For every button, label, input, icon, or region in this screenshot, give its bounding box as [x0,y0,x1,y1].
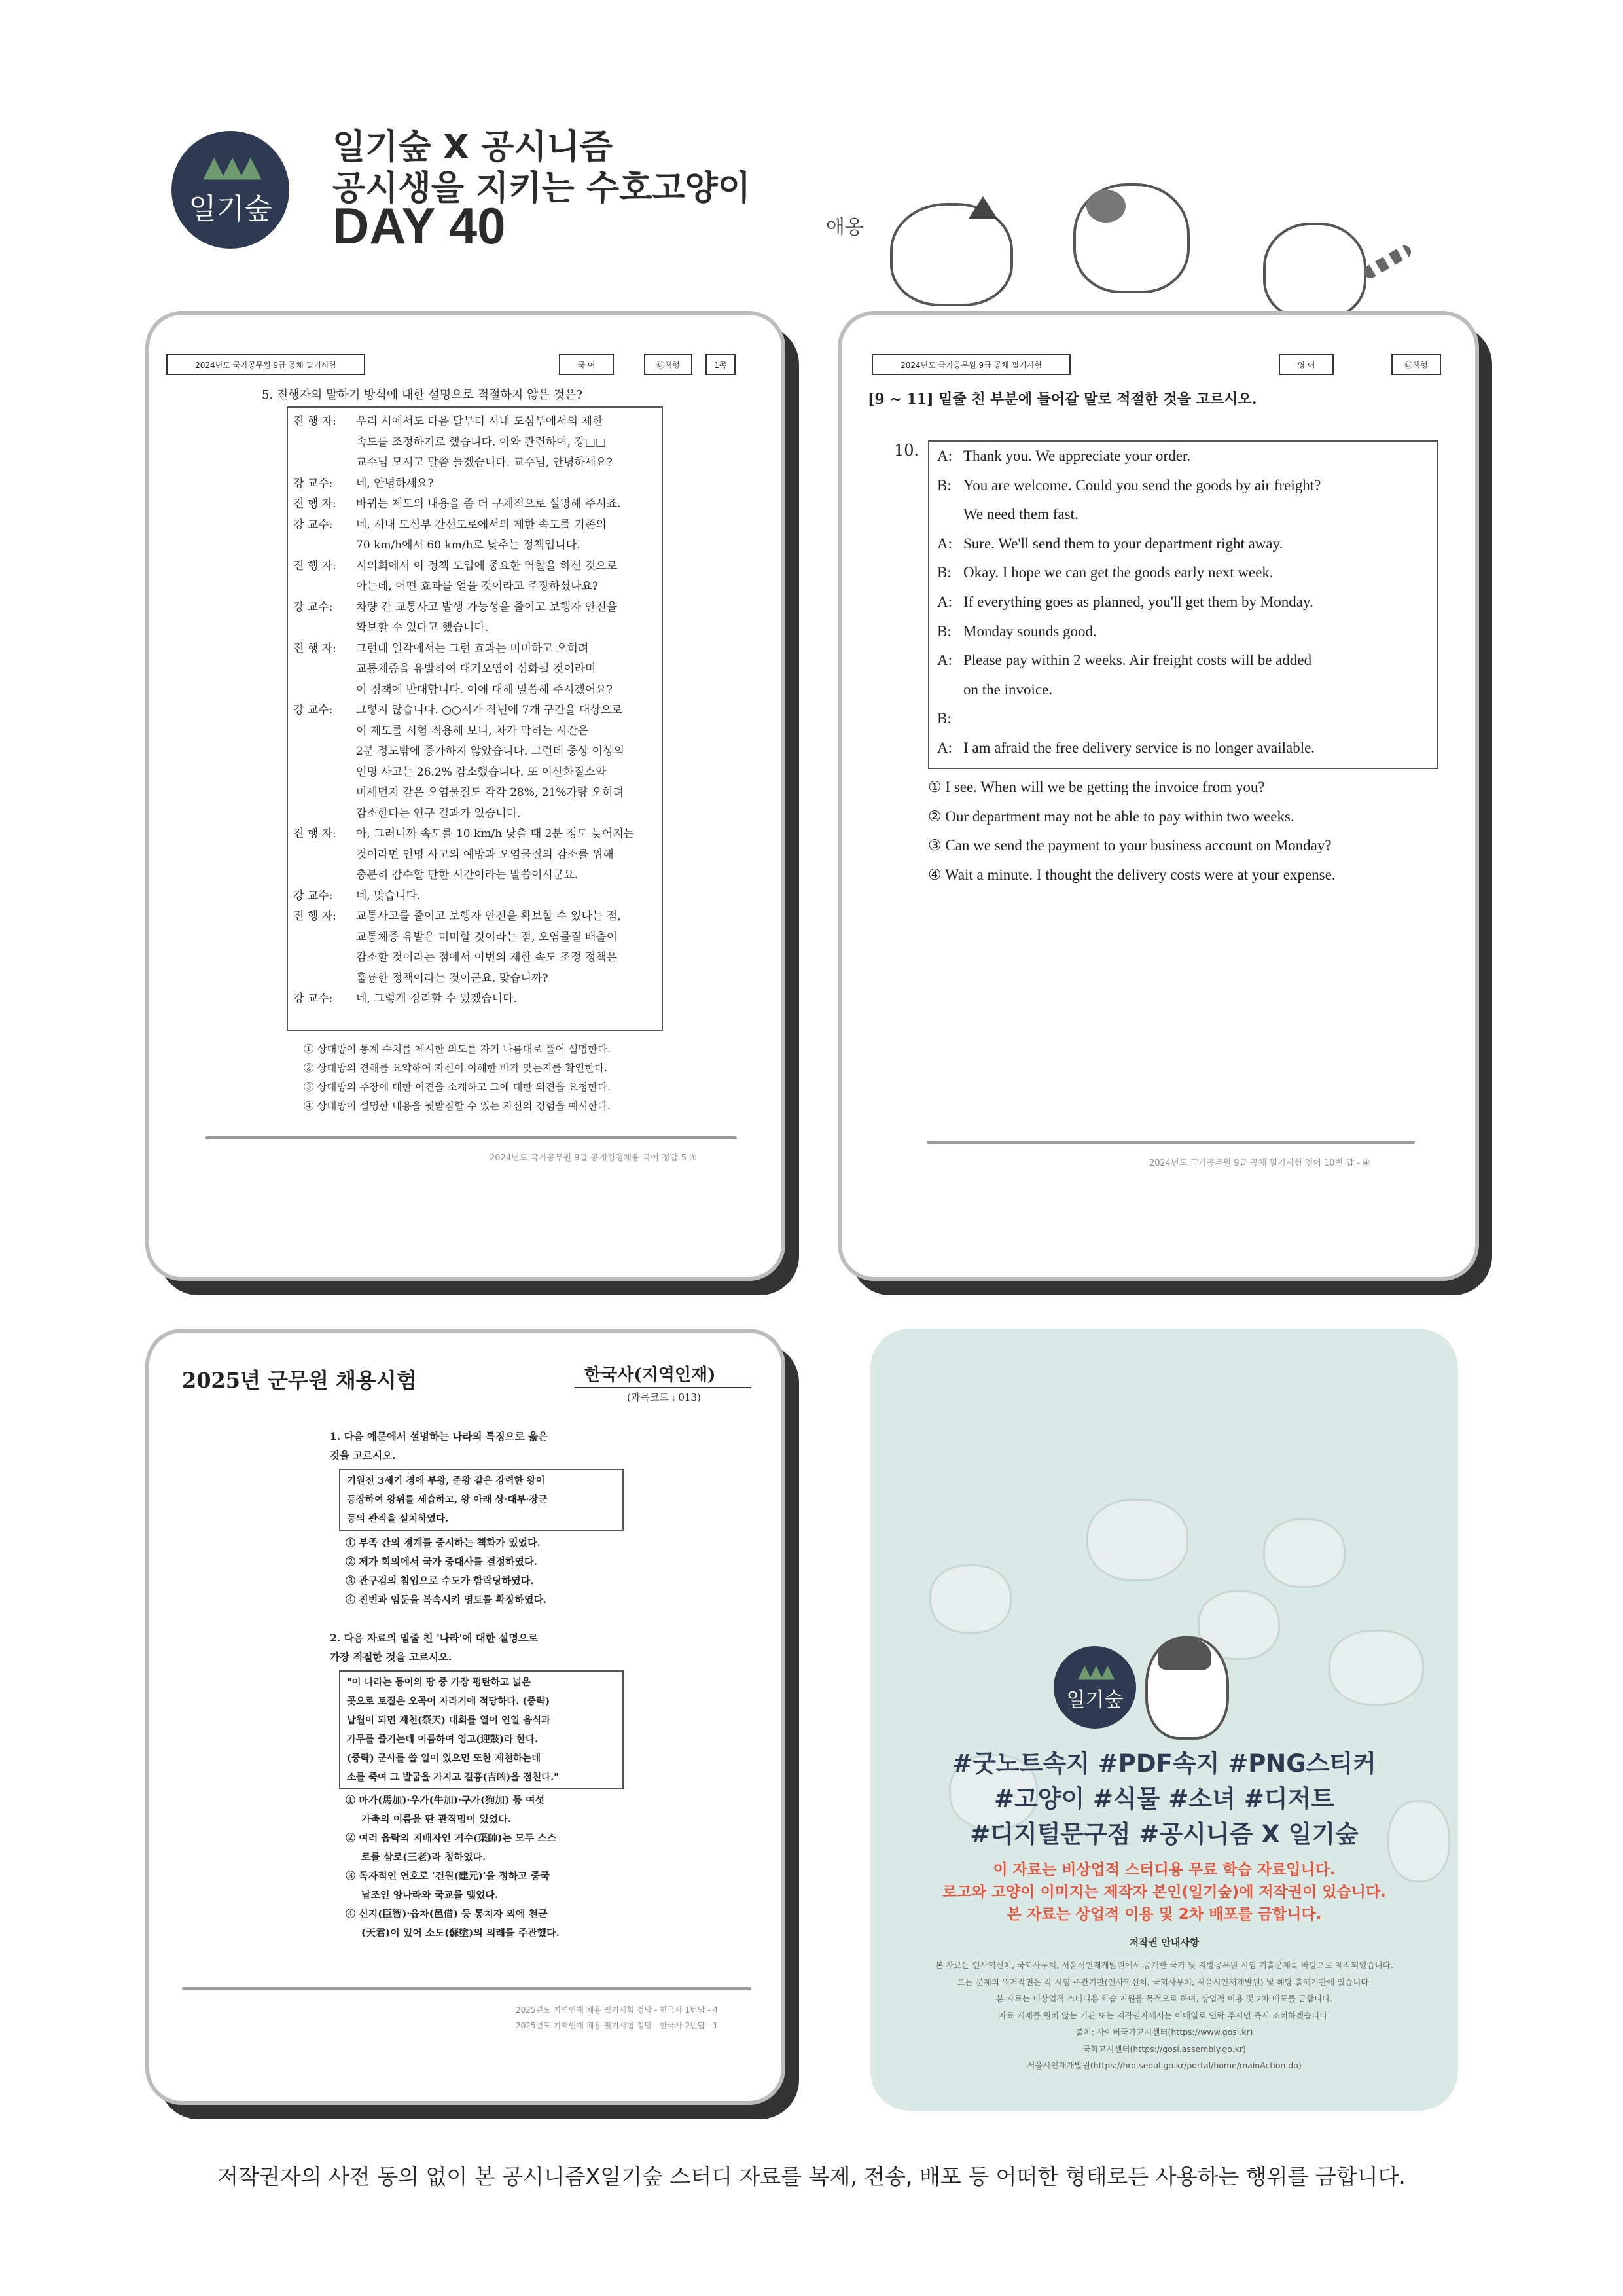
answer-option: ③ 상대방의 주장에 대한 이견을 소개하고 그에 대한 의견을 요청한다. [304,1081,611,1093]
box-line: 등장하여 왕위를 세습하고, 왕 아래 상·대부·장군 [347,1494,548,1505]
utterance: on the invoice. [963,681,1053,698]
answer-option: ④ Wait a minute. I thought the delivery costs were at your expense. [928,866,1336,883]
dialogue-line [293,845,656,866]
utterance: 네, 시내 도심부 간선도로에서의 제한 속도를 기존의 [356,518,607,531]
hashtag-line: #디지털문구점 #공시니즘 X 일기숲 [970,1820,1359,1848]
notice-line: 본 자료는 비상업적 스터디용 학습 지원을 목적으로 하며, 상업적 이용 및 2차 배포를 금합니다. [995,1994,1333,2003]
divider-scribble [182,1987,751,1990]
exam-subject-box [559,354,614,375]
exam-header [872,354,1071,375]
dialogue-line [293,618,656,639]
speaker: 강 교수: [293,704,333,717]
dialogue-line [293,886,656,907]
exam-subject: 국 어 [577,360,596,370]
speaker: 진 행 자: [293,415,336,428]
speaker [293,453,356,474]
exam-card-korean [145,311,785,1281]
speaker [293,948,356,969]
answer-option-line: 로를 삼로(三老)라 칭하였다. [361,1851,486,1863]
dialogue-line [293,906,656,927]
dialogue-line [293,577,656,598]
exam-header [166,354,365,375]
box-line: 가무를 즐기는데 이름하여 영고(迎鼓)라 한다. [347,1734,539,1745]
dialogue-line [937,558,1429,588]
subject-code: (과목코드 : 013) [627,1391,701,1403]
utterance: 속도를 조정하기로 했습니다. 이와 관련하여, 강□□ [356,435,606,449]
utterance: 그런데 일각에서는 그런 효과는 미미하고 오히려 [356,641,589,655]
question-1-options [346,1534,627,1609]
answer-options [304,1040,696,1116]
box-line: "이 나라는 동이의 땅 중 가장 평탄하고 넓은 [347,1677,531,1688]
question-5: 5. 진행자의 말하기 방식에 대한 설명으로 적절하지 않은 것은? [262,388,582,402]
exam-type: ㉯책형 [656,360,680,370]
dialogue-line [937,704,1429,734]
utterance: 미세먼지 같은 오염물질도 각각 28%, 21%가량 오히려 [356,786,624,799]
dialogue-line [293,412,656,433]
answer-option [346,1829,627,1867]
speaker: B: [937,622,952,639]
utterance: 감소한다는 연구 결과가 있습니다. [356,806,521,820]
utterance: I am afraid the free delivery service is no longer available. [963,739,1315,756]
exam-page-box [705,354,736,375]
question-line: 것을 고르시오. [330,1449,396,1462]
cat-watermark-icon [1263,1518,1346,1588]
cat-patch-icon [1086,190,1126,223]
dialogue-line [937,529,1429,559]
dialogue-line [293,535,656,556]
hashtag-line: #굿노트속지 #PDF속지 #PNG스티커 [952,1749,1376,1778]
speaker [937,500,963,529]
speaker [293,659,356,680]
cat-mascot-patch-icon [1158,1638,1211,1670]
speaker: A: [937,739,952,756]
speaker [293,927,356,948]
dialogue-line [937,646,1429,675]
subject-underline [575,1387,751,1388]
answer-option [346,1791,627,1829]
answer-options [928,773,1452,889]
dialogue-line [293,474,656,495]
speaker: 강 교수: [293,889,333,903]
dialogue-box [928,440,1438,769]
box-line: (중략) 군사를 쓸 일이 있으면 또한 제천하는데 [347,1753,541,1764]
utterance: 네, 맞습니다. [356,889,421,903]
utterance: 이 정책에 반대합니다. 이에 대해 말씀해 주시겠어요? [356,683,613,696]
box-line: 등의 관직을 설치하였다. [347,1513,449,1524]
speaker: 강 교수: [293,600,333,614]
dialogue-line [937,442,1429,471]
notice-line: 국회고시센터(https://gosi.assembly.go.kr) [1082,2043,1246,2054]
notice-title: 저작권 안내사항 [1129,1937,1200,1948]
exam-header-title: 2024년도 국가공무원 9급 공채 필기시험 [195,360,336,370]
question-line: 1. 다음 예문에서 설명하는 나라의 특징으로 옳은 [330,1430,548,1443]
dialogue-line [293,865,656,886]
box-line: 곳으로 토질은 오곡이 자라기에 적당하다. (중략) [347,1696,550,1707]
cat-watermark-icon [1329,1630,1424,1706]
answer-option: ③ 관구검의 침입으로 수도가 함락당하였다. [346,1575,534,1587]
bottom-copyright-notice: 저작권자의 사전 동의 없이 본 공시니즘X일기숲 스터디 자료를 복제, 전송, 배포 등 어떠한 형태로든 사용하는 행위를 금합니다. [217,2164,1406,2189]
notice-list [870,1957,1458,2074]
speaker: A: [937,593,952,610]
answer-option: ① 상대방이 통계 수치를 제시한 의도를 자기 나름대로 풀어 설명한다. [304,1043,611,1055]
utterance: 교통체증 유발은 미미할 것이라는 점, 오염물질 배출이 [356,930,618,944]
utterance: 네, 그렇게 정리할 수 있겠습니다. [356,992,517,1005]
utterance: 아, 그러니까 속도를 10 km/h 낮출 때 2분 정도 늦어지는 [356,827,635,840]
utterance: 이 제도를 시험 적용해 보니, 차가 막히는 시간은 [356,724,589,738]
dialogue-line [293,824,656,845]
utterance: If everything goes as planned, you'll get them by Monday. [963,593,1313,610]
answer-option-line: ④ 신지(臣智)·읍차(邑借) 등 통치자 외에 천군 [346,1908,548,1920]
warning-line: 로고와 고양이 이미지는 제작자 본인(일기숲)에 저작권이 있습니다. [942,1884,1386,1901]
cat-tail-icon [1361,243,1413,280]
speaker: A: [937,535,952,552]
utterance: Thank you. We appreciate your order. [963,448,1191,464]
question-line: 2. 다음 자료의 밑줄 친 '나라'에 대한 설명으로 [330,1632,538,1644]
answer-option: ② 상대방의 견해를 요약하여 자신이 이해한 바가 맞는지를 확인한다. [304,1062,608,1074]
dialogue-line [293,433,656,454]
dialogue-line [937,471,1429,501]
logo-text: 일기숲 [188,192,272,226]
utterance: 교통체증을 유발하여 대기오염이 심화될 것이라며 [356,662,596,675]
tree-icon: ▲▲▲ [1077,1660,1113,1682]
utterance: 확보할 수 있다고 했습니다. [356,621,489,634]
ilgisup-logo [171,131,289,249]
answer-footer: 2024년도 국가공무원 9급 공채 필기시험 영어 10번 답 - ④ [1149,1158,1370,1168]
exam-header-title: 2024년도 국가공무원 9급 공채 필기시험 [901,360,1042,370]
dialogue-line [293,989,656,1010]
answer-option: ② Our department may not be able to pay within two weeks. [928,808,1294,825]
utterance: Please pay within 2 weeks. Air freight costs will be added [963,652,1312,669]
speaker: 진 행 자: [293,910,336,923]
speaker: B: [937,476,952,493]
exam-subject-box [1279,354,1334,375]
question-10-number: 10. [894,441,919,459]
dialogue-line [293,762,656,783]
speaker [293,783,356,804]
answer-option-line: ③ 독자적인 연호로 '건원(建元)'을 정하고 중국 [346,1870,550,1882]
exam-title: 2025년 군무원 채용시험 [182,1368,417,1393]
cats-illustration [870,177,1459,321]
exam-type: ㉯책형 [1404,360,1428,370]
utterance: 교통사고를 줄이고 보행자 안전을 확보할 수 있다는 점, [356,910,621,923]
utterance: You are welcome. Could you send the goods by air freight? [963,476,1321,493]
answer-option: ④ 상대방이 설명한 내용을 뒷받침할 수 있는 자신의 경험을 예시한다. [304,1100,611,1112]
dialogue-line [293,700,656,721]
utterance: 2분 정도밖에 증가하지 않았습니다. 그런데 중상 이상의 [356,745,624,758]
dialogue-line [937,500,1429,529]
header-line-1: 일기숲 X 공시니즘 [332,128,613,167]
answer-option-line: ① 마가(馬加)·우가(牛加)·구가(狗加) 등 여섯 [346,1794,545,1806]
warning-line: 본 자료는 상업적 이용 및 2차 배포를 금합니다. [1007,1906,1322,1923]
utterance: We need them fast. [963,506,1079,523]
day-title: DAY 40 [332,197,506,255]
exam-card-history [145,1329,785,2105]
speaker [293,680,356,701]
utterance: 우리 시에서도 다음 달부터 시내 도심부에서의 제한 [356,415,603,428]
dialogue-list [293,412,656,1010]
notice-line: 모든 문제의 원저작권은 각 시험 주관기관(인사혁신처, 국회사무처, 서울시인재개발원) 및 해당 출제기관에 있습니다. [957,1977,1372,1987]
divider-scribble [205,1136,737,1139]
exam-page: 1쪽 [714,360,727,370]
dialogue-line [937,617,1429,647]
answer-option-line: 가축의 이름을 딴 관직명이 있었다. [361,1813,511,1825]
notice-line: 서울시인재개발원(https://hrd.seoul.go.kr/portal/home/mainAction.do) [1027,2060,1302,2070]
utterance: 교수님 모시고 말씀 들겠습니다. 교수님, 안녕하세요? [356,456,613,469]
speaker: 강 교수: [293,992,333,1005]
exam-card-english [838,311,1479,1281]
cat-watermark-icon [929,1564,1012,1634]
speaker: 진 행 자: [293,641,336,655]
header-line-2: 공시생을 지키는 수호고양이 [332,169,751,208]
utterance: 시의회에서 이 정책 도입에 중요한 역할을 하신 것으로 [356,559,618,573]
logo-text: 일기숲 [1066,1689,1124,1712]
answer-footer-2: 2025년도 지역인재 채용 필기시험 정답 - 한국사 2번답 - 1 [516,2021,719,2030]
dialogue-line [293,680,656,701]
utterance: Sure. We'll send them to your department right away. [963,535,1283,552]
speaker: 진 행 자: [293,827,336,840]
utterance: 아는데, 어떤 효과를 얻을 것이라고 주장하셨나요? [356,580,598,593]
answer-option: ③ Can we send the payment to your business account on Monday? [928,837,1332,854]
dialogue-line [293,948,656,969]
ilgisup-logo [1054,1646,1136,1729]
speaker: B: [937,710,952,727]
question-1 [330,1427,624,1465]
utterance: 충분히 감수할 만한 시간이라는 말씀이시군요. [356,869,579,882]
divider-scribble [927,1141,1415,1144]
copyright-warning [870,1859,1458,1926]
box-line: 기원전 3세기 경에 부왕, 준왕 같은 강력한 왕이 [347,1475,545,1486]
cat-ear-icon [969,196,997,219]
dialogue-box [287,406,663,1031]
dialogue-line [293,783,656,804]
dialogue-line [937,588,1429,617]
speaker [293,969,356,990]
info-card [870,1329,1458,2111]
question-2-box [339,1670,624,1789]
speaker [293,577,356,598]
utterance: 훌륭한 정책이라는 것이군요. 맞습니까? [356,971,548,985]
speaker [293,721,356,742]
dialogue-line [293,515,656,536]
answer-footer: 2024년도 국가공무원 9급 공개경쟁채용 국어 정답-5 ④ [490,1153,697,1163]
answer-option: ① 부족 간의 경계를 중시하는 책화가 있었다. [346,1537,541,1549]
cat-sound: 애옹 [826,216,864,239]
exam-type-box [644,354,692,375]
dialogue-line [293,639,656,660]
english-instruction: [9 ~ 11] 밑줄 친 부분에 들어갈 말로 적절한 것을 고르시오. [868,391,1257,408]
utterance: 70 km/h에서 60 km/h로 낮추는 정책입니다. [356,539,580,552]
speaker: 진 행 자: [293,497,336,511]
hashtags [870,1746,1458,1852]
box-line: 소를 죽여 그 발굽을 가지고 길흉(吉凶)을 점친다." [347,1772,559,1783]
cat-icon [1263,223,1366,319]
dialogue-line [937,675,1429,705]
dialogue-line [293,598,656,619]
speaker [293,804,356,825]
cat-watermark-icon [1086,1499,1188,1581]
answer-option [346,1905,627,1943]
answer-option: ② 제가 회의에서 국가 중대사를 결정하였다. [346,1556,537,1568]
exam-subject: 한국사(지역인재) [584,1365,716,1385]
exam-type-box [1391,354,1441,375]
exam-subject: 영 어 [1297,360,1315,370]
answer-footer-1: 2025년도 지역인재 채용 필기시험 정답 - 한국사 1번답 - 4 [516,2005,719,2015]
speaker: A: [937,652,952,669]
question-1-box [339,1469,624,1531]
speaker: A: [937,448,952,464]
speaker: 진 행 자: [293,559,336,573]
dialogue-line [293,969,656,990]
speaker [293,535,356,556]
speaker [293,865,356,886]
dialogue-line [293,659,656,680]
tree-icon: ▲▲▲ [203,150,258,183]
dialogue-line [293,453,656,474]
notice-line: 본 자료는 인사혁신처, 국회사무처, 서울시인재개발원에서 공개한 국가 및 지방공무원 시험 기출문제를 바탕으로 제작되었습니다. [935,1960,1393,1970]
utterance: 인명 사고는 26.2% 감소했습니다. 또 이산화질소와 [356,765,607,779]
dialogue-line [293,804,656,825]
speaker [937,675,963,705]
utterance: 것이라면 인명 사고의 예방과 오염물질의 감소를 위해 [356,848,614,861]
answer-option-line: ② 여러 읍락의 지배자인 거수(渠帥)는 모두 스스 [346,1832,557,1844]
question-line: 가장 적절한 것을 고르시오. [330,1651,452,1663]
answer-option [346,1867,627,1905]
dialogue-line [937,734,1429,763]
answer-option: ④ 진번과 임둔을 복속시켜 영토를 확장하였다. [346,1594,547,1605]
speaker [293,742,356,762]
dialogue-line [293,927,656,948]
notice-line: 자료 게재를 원치 않는 기관 또는 저작권자께서는 이메일로 연락 주시면 즉시 조치하겠습니다. [998,2010,1330,2020]
box-line: 납월이 되면 제천(祭天) 대회를 열어 연일 음식과 [347,1715,551,1726]
utterance: 차량 간 교통사고 발생 가능성을 줄이고 보행자 안전을 [356,600,618,614]
speaker [293,762,356,783]
warning-line: 이 자료는 비상업적 스터디용 무료 학습 자료입니다. [993,1861,1336,1878]
dialogue-line [293,742,656,762]
dialogue-list [937,442,1429,763]
dialogue-line [293,494,656,515]
question-2-options [346,1791,627,1943]
answer-option-line: (天君)이 있어 소도(蘇塗)의 의례를 주관했다. [361,1927,560,1939]
notice-line: 출처: 사이버국가고시센터(https://www.gosi.kr) [1075,2027,1253,2037]
speaker [293,618,356,639]
speaker: 강 교수: [293,476,333,490]
hashtag-line: #고양이 #식물 #소녀 #디저트 [993,1785,1335,1813]
utterance: Monday sounds good. [963,622,1097,639]
question-2 [330,1628,624,1666]
speaker: 강 교수: [293,518,333,531]
utterance: 네, 안녕하세요? [356,476,434,490]
speaker [293,433,356,454]
utterance: 그렇지 않습니다. ○○시가 작년에 7개 구간을 대상으로 [356,704,622,717]
dialogue-line [293,556,656,577]
utterance: 바뀌는 제도의 내용을 좀 더 구체적으로 설명해 주시죠. [356,497,621,511]
dialogue-line [293,721,656,742]
utterance: Okay. I hope we can get the goods early next week. [963,564,1274,581]
answer-option: ① I see. When will we be getting the invoice from you? [928,779,1265,795]
utterance: 감소할 것이라는 점에서 이번의 제한 속도 조정 정책은 [356,951,618,964]
answer-option-line: 남조인 양나라와 국교를 맺었다. [361,1889,499,1901]
speaker: B: [937,564,952,581]
speaker [293,845,356,866]
